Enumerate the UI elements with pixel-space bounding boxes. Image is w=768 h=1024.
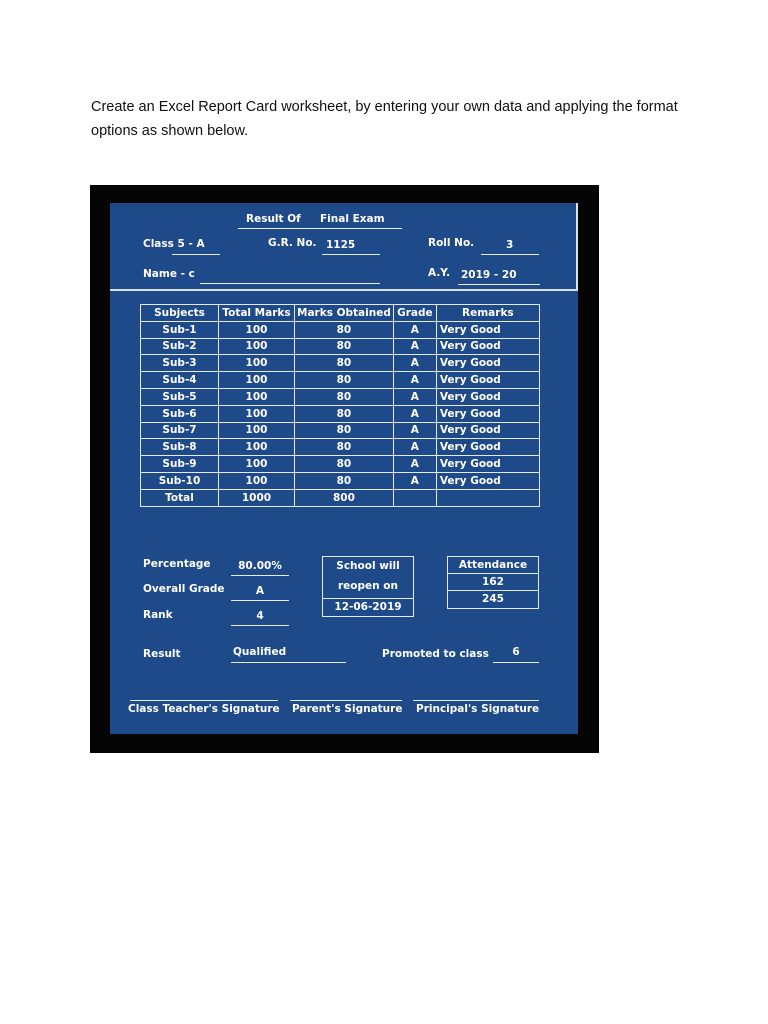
class-label: Class 5 - A xyxy=(143,238,205,250)
header-grade: Grade xyxy=(393,305,436,322)
marks-obtained-cell: 80 xyxy=(295,372,394,389)
remarks-cell: Very Good xyxy=(436,456,539,473)
attendance-divider-2 xyxy=(447,590,539,591)
class-teacher-signature: Class Teacher's Signature xyxy=(128,703,280,715)
header-subjects: Subjects xyxy=(141,305,219,322)
report-card-sheet xyxy=(110,203,578,734)
parent-signature: Parent's Signature xyxy=(292,703,403,715)
roll-underline xyxy=(481,254,539,255)
reopen-date: 12-06-2019 xyxy=(334,601,402,613)
marks-obtained-cell: 800 xyxy=(295,489,394,506)
total-marks-cell: 100 xyxy=(219,372,295,389)
school-reopen-line1: School will xyxy=(336,560,400,572)
gr-number: 1125 xyxy=(326,239,356,251)
header-remarks: Remarks xyxy=(436,305,539,322)
remarks-cell xyxy=(436,489,539,506)
subject-cell: Sub-4 xyxy=(141,372,219,389)
subject-cell: Sub-3 xyxy=(141,355,219,372)
school-reopen-divider xyxy=(322,598,414,599)
subject-cell: Sub-7 xyxy=(141,422,219,439)
gr-underline xyxy=(322,254,380,255)
result-value: Qualified xyxy=(233,646,287,658)
remarks-cell: Very Good xyxy=(436,422,539,439)
marks-table xyxy=(140,304,540,507)
grade-cell: A xyxy=(393,338,436,355)
grade-cell: A xyxy=(393,422,436,439)
attendance-present: 162 xyxy=(482,576,504,588)
class-underline xyxy=(172,254,220,255)
total-marks-cell: 100 xyxy=(219,338,295,355)
total-marks-cell: 100 xyxy=(219,388,295,405)
marks-obtained-cell: 80 xyxy=(295,456,394,473)
promoted-label: Promoted to class xyxy=(382,648,489,660)
grade-cell: A xyxy=(393,355,436,372)
table-row xyxy=(141,472,540,489)
subject-cell: Sub-5 xyxy=(141,388,219,405)
total-marks-cell: 100 xyxy=(219,439,295,456)
remarks-cell: Very Good xyxy=(436,439,539,456)
table-row xyxy=(141,338,540,355)
table-header-row xyxy=(141,305,540,322)
remarks-cell: Very Good xyxy=(436,355,539,372)
ay-label: A.Y. xyxy=(428,267,451,279)
remarks-cell: Very Good xyxy=(436,472,539,489)
percentage-underline xyxy=(231,575,289,576)
overall-grade-value: A xyxy=(255,585,265,597)
percentage-value: 80.00% xyxy=(238,560,282,572)
name-label: Name - c xyxy=(143,268,195,280)
overall-grade-underline xyxy=(231,600,289,601)
table-row xyxy=(141,422,540,439)
grade-cell: A xyxy=(393,321,436,338)
subject-cell: Sub-9 xyxy=(141,456,219,473)
parent-signature-line xyxy=(290,700,402,701)
promoted-underline xyxy=(493,662,539,663)
roll-number: 3 xyxy=(506,239,514,251)
exam-underline xyxy=(238,228,402,229)
total-marks-cell: 100 xyxy=(219,456,295,473)
table-row xyxy=(141,372,540,389)
total-marks-cell: 100 xyxy=(219,355,295,372)
marks-obtained-cell: 80 xyxy=(295,338,394,355)
header-border-right xyxy=(576,203,578,289)
remarks-cell: Very Good xyxy=(436,372,539,389)
attendance-divider-1 xyxy=(447,573,539,574)
subject-cell: Sub-8 xyxy=(141,439,219,456)
total-marks-cell: 100 xyxy=(219,422,295,439)
rank-label: Rank xyxy=(143,609,173,621)
grade-cell: A xyxy=(393,472,436,489)
remarks-cell: Very Good xyxy=(436,338,539,355)
subject-cell: Sub-10 xyxy=(141,472,219,489)
result-underline xyxy=(231,662,346,663)
exam-name: Final Exam xyxy=(320,213,385,225)
table-row xyxy=(141,355,540,372)
subject-cell: Sub-6 xyxy=(141,405,219,422)
promoted-class: 6 xyxy=(512,646,520,658)
header-total-marks: Total Marks xyxy=(219,305,295,322)
subject-cell: Sub-2 xyxy=(141,338,219,355)
total-row xyxy=(141,489,540,506)
subject-cell: Total xyxy=(141,489,219,506)
gr-label: G.R. No. xyxy=(268,237,317,249)
grade-cell: A xyxy=(393,405,436,422)
roll-label: Roll No. xyxy=(428,237,475,249)
remarks-cell: Very Good xyxy=(436,321,539,338)
total-marks-cell: 1000 xyxy=(219,489,295,506)
total-marks-cell: 100 xyxy=(219,472,295,489)
table-row xyxy=(141,321,540,338)
ay-underline xyxy=(458,284,540,285)
marks-obtained-cell: 80 xyxy=(295,321,394,338)
subject-cell: Sub-1 xyxy=(141,321,219,338)
principal-signature-line xyxy=(413,700,539,701)
attendance-total: 245 xyxy=(482,593,504,605)
marks-obtained-cell: 80 xyxy=(295,439,394,456)
attendance-label: Attendance xyxy=(458,559,528,571)
grade-cell: A xyxy=(393,456,436,473)
marks-obtained-cell: 80 xyxy=(295,472,394,489)
header-border-bottom xyxy=(110,289,578,291)
grade-cell: A xyxy=(393,388,436,405)
marks-obtained-cell: 80 xyxy=(295,422,394,439)
name-underline xyxy=(200,283,380,284)
percentage-label: Percentage xyxy=(143,558,211,570)
remarks-cell: Very Good xyxy=(436,405,539,422)
marks-obtained-cell: 80 xyxy=(295,355,394,372)
remarks-cell: Very Good xyxy=(436,388,539,405)
instructions-text: Create an Excel Report Card worksheet, by entering your own data and applying the format options as shown below. xyxy=(91,99,678,139)
rank-underline xyxy=(231,625,289,626)
rank-value: 4 xyxy=(256,610,264,622)
table-row xyxy=(141,388,540,405)
academic-year: 2019 - 20 xyxy=(461,269,517,281)
total-marks-cell: 100 xyxy=(219,405,295,422)
grade-cell xyxy=(393,489,436,506)
principal-signature: Principal's Signature xyxy=(416,703,540,715)
school-reopen-line2: reopen on xyxy=(338,580,398,592)
class-teacher-signature-line xyxy=(130,700,278,701)
result-of-label: Result Of xyxy=(246,213,301,225)
overall-grade-label: Overall Grade xyxy=(143,583,225,595)
total-marks-cell: 100 xyxy=(219,321,295,338)
marks-obtained-cell: 80 xyxy=(295,405,394,422)
table-row xyxy=(141,456,540,473)
table-row xyxy=(141,405,540,422)
marks-obtained-cell: 80 xyxy=(295,388,394,405)
header-marks-obtained: Marks Obtained xyxy=(295,305,394,322)
table-row xyxy=(141,439,540,456)
result-label: Result xyxy=(143,648,181,660)
grade-cell: A xyxy=(393,372,436,389)
grade-cell: A xyxy=(393,439,436,456)
